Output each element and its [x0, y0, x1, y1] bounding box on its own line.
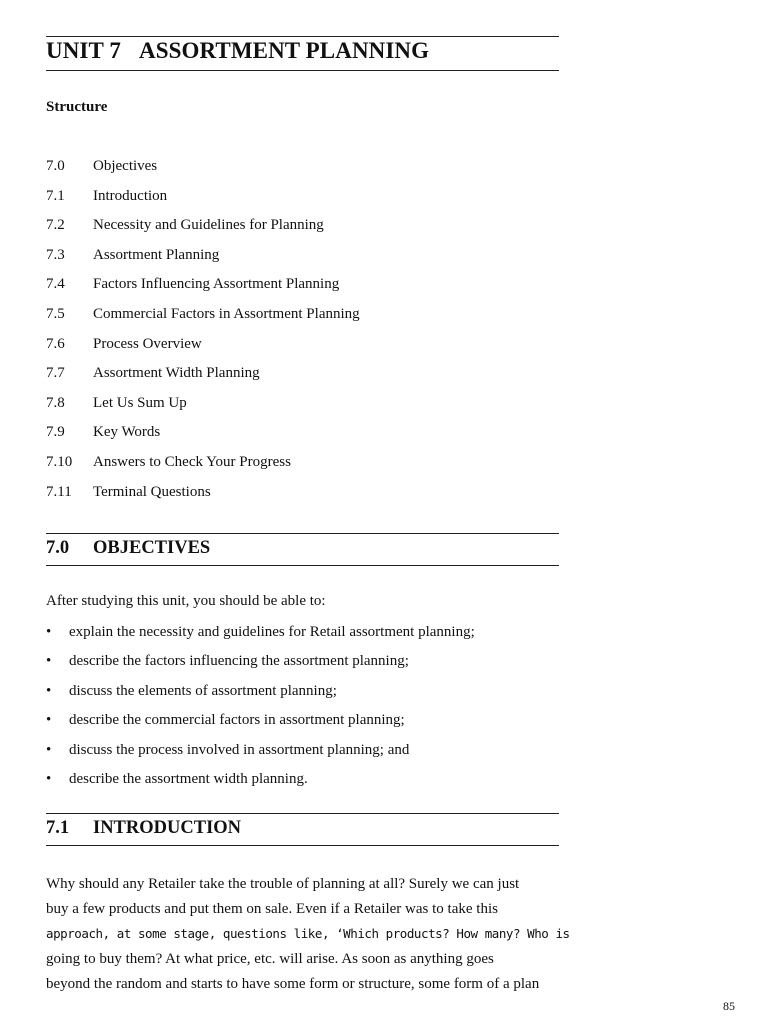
introduction-paragraph: [46, 874, 570, 999]
objectives-intro: After studying this unit, you should be able to:: [46, 593, 326, 609]
toc-number: 7.2: [46, 217, 65, 234]
toc-label: Necessity and Guidelines for Planning: [93, 217, 324, 234]
bullet-icon: •: [46, 712, 52, 729]
toc-number: 7.5: [46, 305, 65, 322]
introduction-rule-top: [46, 813, 559, 814]
paragraph-line: buy a few products and put them on sale. Even if a Retailer was to take this: [46, 901, 498, 917]
toc-label: Terminal Questions: [93, 483, 211, 500]
toc-item: [46, 452, 360, 482]
toc-number: 7.11: [46, 483, 72, 500]
bullet-icon: •: [46, 624, 52, 640]
toc-label: Key Words: [93, 424, 161, 441]
page-number: 85: [723, 999, 735, 1013]
toc-item: [46, 334, 360, 364]
unit-number: UNIT 7: [46, 38, 121, 63]
list-item: [46, 769, 475, 798]
toc-label: Answers to Check Your Progress: [93, 453, 291, 470]
toc-item: [46, 156, 360, 186]
list-item: [46, 651, 475, 680]
list-item-text: describe the assortment width planning.: [69, 770, 308, 787]
title-rule-top: [46, 36, 559, 37]
objectives-rule-top: [46, 533, 559, 534]
toc-item: [46, 393, 360, 423]
toc-item: [46, 215, 360, 245]
title-rule-bottom: [46, 70, 559, 71]
toc-label: Let Us Sum Up: [93, 394, 187, 411]
toc-label: Assortment Planning: [93, 246, 220, 263]
structure-label: Structure: [46, 99, 108, 115]
toc-label: Factors Influencing Assortment Planning: [93, 276, 340, 293]
list-item-text: describe the factors influencing the assortment planning;: [69, 653, 409, 670]
toc-number: 7.0: [46, 158, 65, 174]
section-title: INTRODUCTION: [93, 818, 242, 838]
list-item: [46, 740, 475, 769]
objectives-list: [46, 622, 475, 798]
list-item: [46, 622, 475, 651]
bullet-icon: •: [46, 682, 52, 699]
bullet-icon: •: [46, 653, 52, 670]
toc-number: 7.10: [46, 453, 73, 470]
unit-title-text: ASSORTMENT PLANNING: [139, 38, 430, 63]
paragraph-line: beyond the random and starts to have some form or structure, some form of a plan: [46, 976, 540, 992]
section-title: OBJECTIVES: [93, 538, 211, 558]
list-item: [46, 710, 475, 739]
toc-item: [46, 304, 360, 334]
list-item-text: discuss the elements of assortment planning;: [69, 682, 337, 699]
toc-label: Assortment Width Planning: [93, 365, 260, 382]
toc-number: 7.4: [46, 276, 65, 293]
toc-item: [46, 245, 360, 275]
list-item-text: describe the commercial factors in assortment planning;: [69, 712, 405, 729]
section-heading-introduction: [46, 818, 241, 839]
toc-label: Commercial Factors in Assortment Planning: [93, 305, 360, 322]
section-heading-objectives: [46, 538, 210, 559]
toc-number: 7.9: [46, 424, 65, 441]
toc-item: [46, 363, 360, 393]
list-item-text: discuss the process involved in assortment planning; and: [69, 741, 410, 758]
toc-item: [46, 274, 360, 304]
bullet-icon: •: [46, 741, 52, 758]
toc-item: [46, 186, 360, 216]
introduction-rule-bottom: [46, 845, 559, 846]
list-item: [46, 681, 475, 710]
objectives-rule-bottom: [46, 565, 559, 566]
list-item-text: explain the necessity and guidelines for Retail assortment planning;: [69, 624, 475, 640]
table-of-contents: [46, 156, 360, 511]
toc-number: 7.8: [46, 394, 65, 411]
toc-number: 7.6: [46, 335, 65, 352]
toc-number: 7.3: [46, 246, 65, 263]
toc-item: [46, 422, 360, 452]
toc-item: [46, 482, 360, 512]
toc-label: Process Overview: [93, 335, 202, 352]
paragraph-line: approach, at some stage, questions like, ‘Which products? How many? Who is: [46, 926, 570, 941]
unit-title: [46, 38, 429, 64]
toc-number: 7.7: [46, 365, 65, 382]
toc-label: Introduction: [93, 187, 168, 204]
section-number: 7.0: [46, 538, 70, 558]
paragraph-line: going to buy them? At what price, etc. will arise. As soon as anything goes: [46, 951, 494, 967]
paragraph-line: Why should any Retailer take the trouble of planning at all? Surely we can just: [46, 876, 520, 892]
bullet-icon: •: [46, 770, 52, 787]
toc-number: 7.1: [46, 187, 65, 204]
section-number: 7.1: [46, 818, 70, 838]
toc-label: Objectives: [93, 158, 158, 174]
